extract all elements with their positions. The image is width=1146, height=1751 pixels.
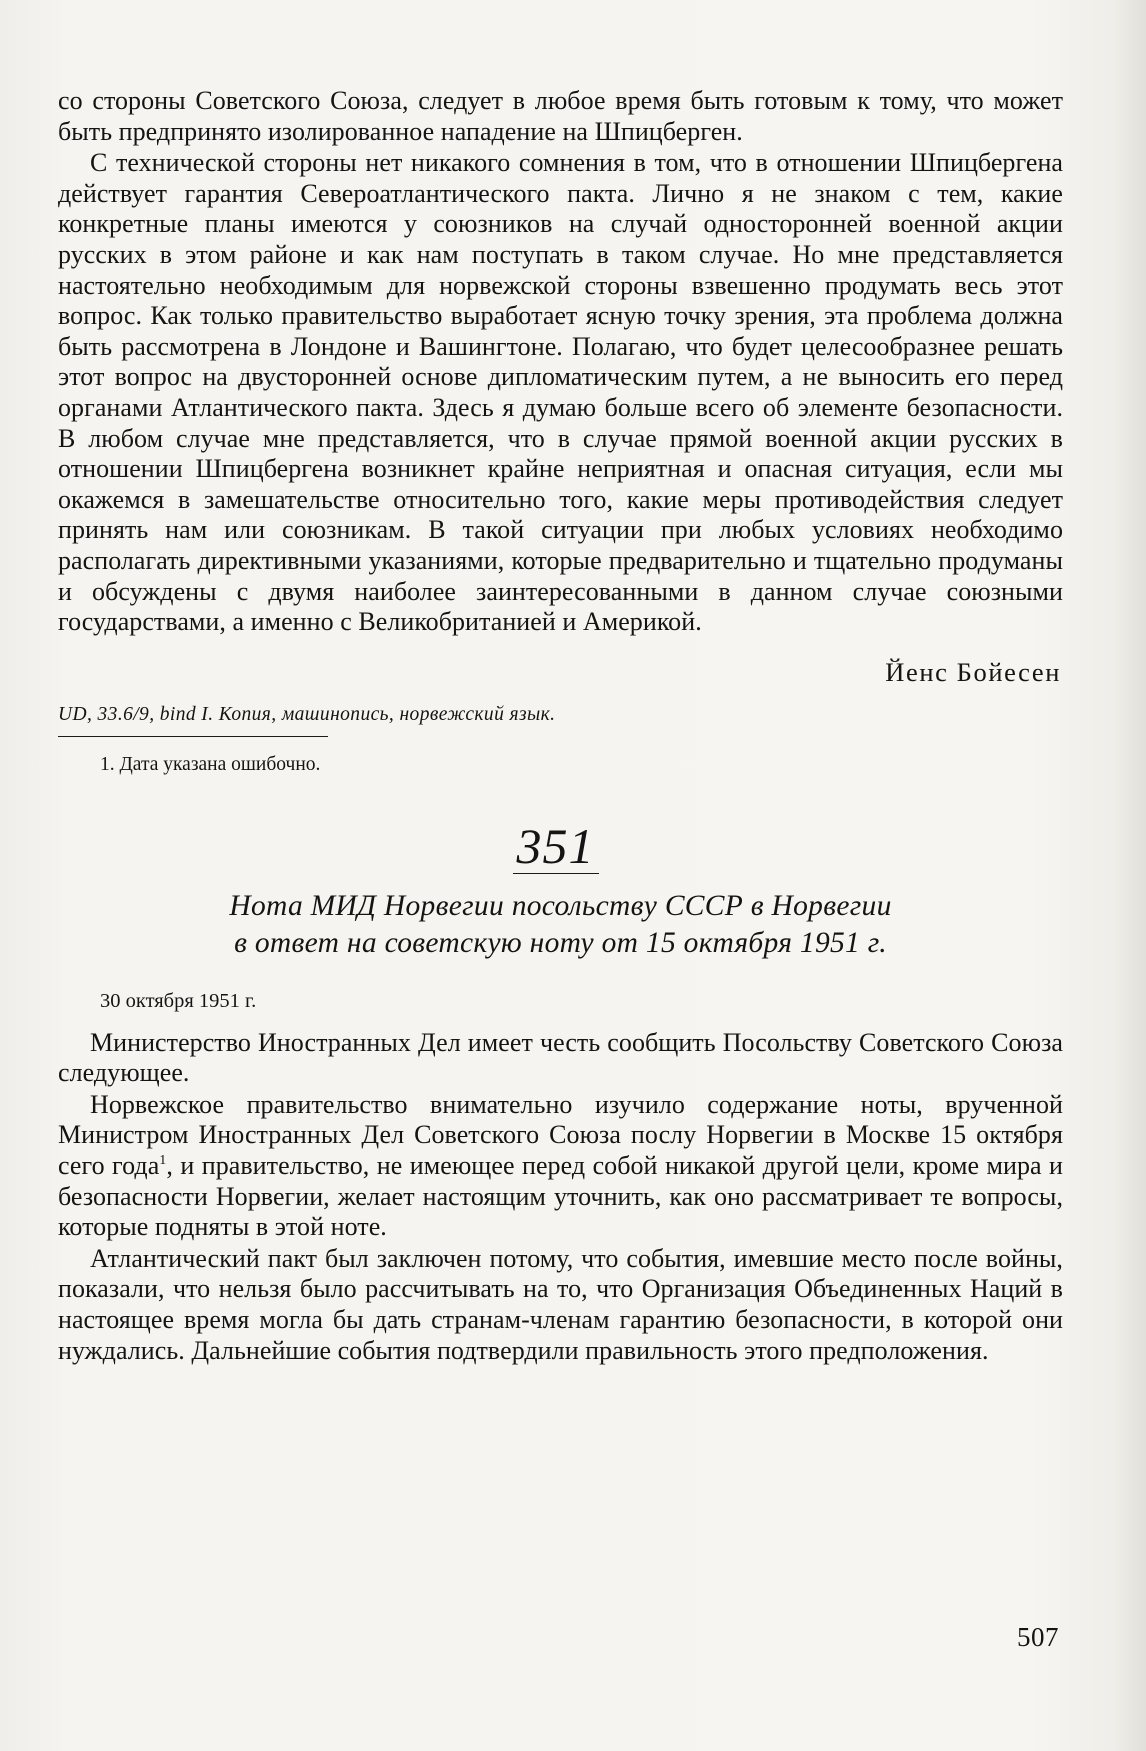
continued-paragraph: со стороны Советского Союза, следует в любое время быть готовым к тому, что может быть предпринято изолированное нападение на Шпицберген. xyxy=(58,86,1063,146)
page-number: 507 xyxy=(1017,1622,1059,1652)
note-paragraph-2-text: Норвежское правительство внимательно изучило содержание ноты, врученной Министром Иностранных Дел Советского Союза послу Норвегии в Москве 15 октября сего года xyxy=(58,1089,1063,1181)
document-title xyxy=(58,888,1063,962)
source-reference: UD, 33.6/9, bind I. Копия, машинопись, норвежский язык. xyxy=(58,703,556,725)
footnote-divider xyxy=(58,736,328,737)
text-column xyxy=(58,86,1063,1366)
document-title-line-2: в ответ на советскую ноту от 15 октября 1951 г. xyxy=(234,926,887,959)
note-paragraph-3: Атлантический пакт был заключен потому, что события, имевшие место после войны, показали, что нельзя было рассчитывать на то, что Организация Объединенных Наций в настоящее время могла бы дать странам-членам гарантию безопасности, в которой они нуждались. Дальнейшие события подтвердили правильность этого предположения. xyxy=(58,1243,1063,1365)
signature: Йенс Бойесен xyxy=(885,656,1061,687)
boyesen-paragraph: С технической стороны нет никакого сомнения в том, что в отношении Шпицбергена действует гарантия Североатлантического пакта. Лично я не знаком с тем, какие конкретные планы имеются у союзников на случай односторонней военной акции русских в этом районе и как нам поступать в таком случае. Но мне представляется настоятельно необходимым для норвежской стороны взвешенно продумать весь этот вопрос. Как только правительство выработает ясную точку зрения, эта проблема должна быть рассмотрена в Лондоне и Вашингтоне. Полагаю, что будет целесообразнее решать этот вопрос на двусторонней основе дипломатическим путем, а не выносить его перед органами Атлантического пакта. Здесь я думаю больше всего об элементе безопасности. В любом случае мне представляется, что в случае прямой военной акции русских в отношении Шпицбергена возникнет крайне неприятная и опасная ситуация, если мы окажемся в замешательстве относительно того, какие меры противодействия следует принять нам или союзникам. В такой ситуации при любых условиях необходимо располагать директивными указаниями, которые предварительно и тщательно продуманы и обсуждены с двумя наиболее заинтересованными в данном случае союзными государствами, а именно с Великобританией и Америкой. xyxy=(58,148,1063,637)
document-date: 30 октября 1951 г. xyxy=(100,989,257,1012)
footnote-mark: 1 xyxy=(159,1153,167,1169)
page-edge-shadow xyxy=(1114,0,1146,1751)
footnote: 1. Дата указана ошибочно. xyxy=(100,753,321,775)
document-title-line-1: Нота МИД Норвегии посольству СССР в Норвегии xyxy=(229,889,892,922)
document-number: 351 xyxy=(516,817,595,874)
note-paragraph-2 xyxy=(58,1090,1063,1243)
note-paragraph-1: Министерство Иностранных Дел имеет честь сообщить Посольству Советского Союза следующее. xyxy=(58,1027,1063,1088)
note-paragraph-2-continuation: , и правительство, не имеющее перед собой никакой другой цели, кроме мира и безопасности Норвегии, желает настоящим уточнить, как оно рассматривает те вопросы, которые подняты в этой ноте. xyxy=(58,1151,1063,1242)
document-number-rule xyxy=(513,873,599,874)
